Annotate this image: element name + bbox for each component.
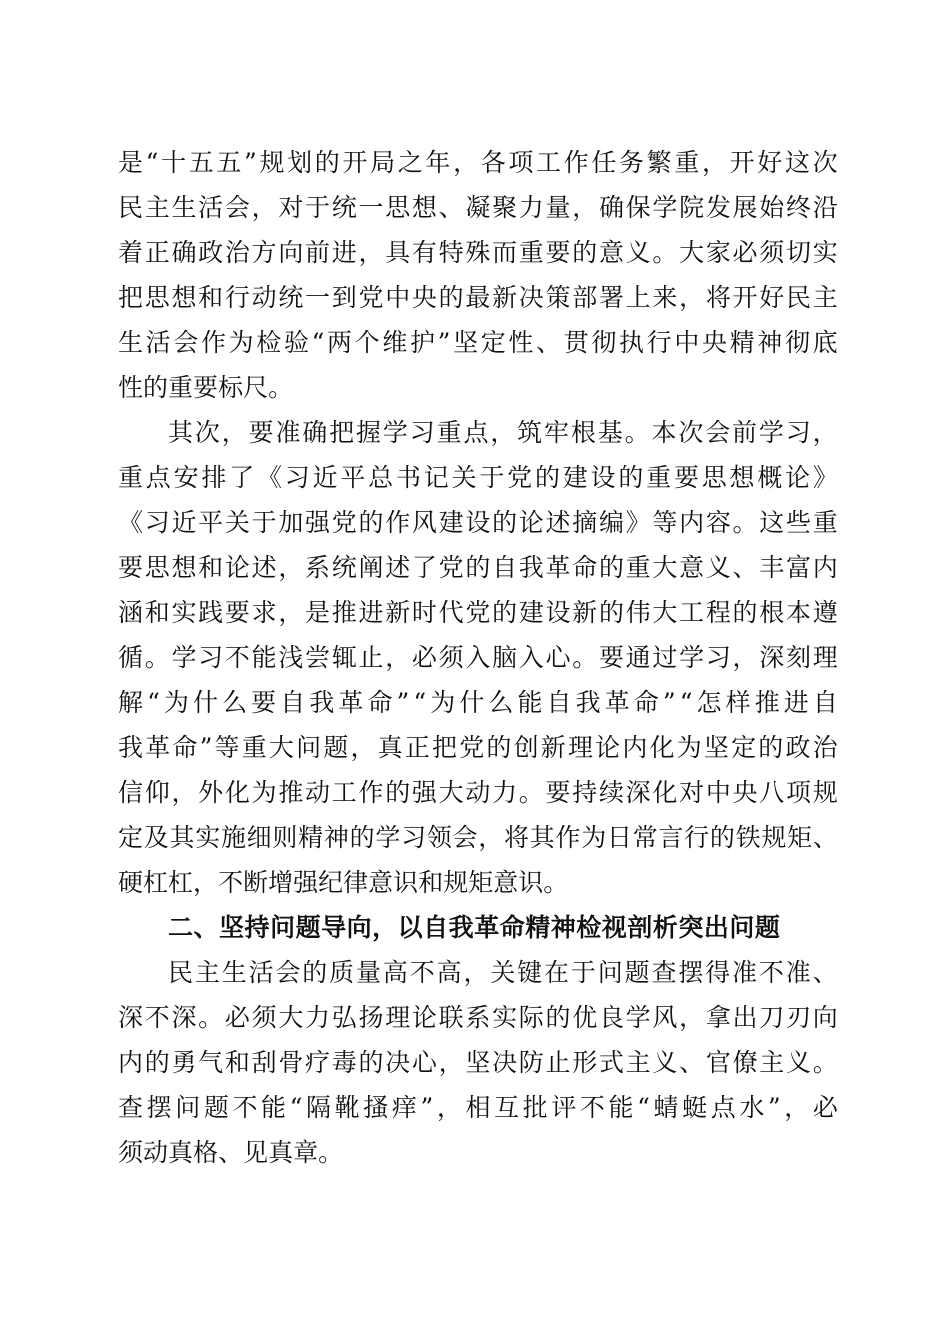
document-body [118,140,838,1175]
body-line: 查 摆 问 题 不 能 “ 隔 靴 搔 痒 ” ， 相 互 批 评 不 能 “ 蜻 蜓 点 水 ” ， 必 [118,1093,838,1122]
body-line: 要 思 想 和 论 述 ， 系 统 阐 述 了 党 的 自 我 革 命 的 重 大 意 义 、 丰 富 内 [118,553,838,582]
body-line: 民 主 生 活 会 ， 对 于 统 一 思 想 、 凝 聚 力 量 ， 确 保 学 院 发 展 始 终 沿 [118,193,838,222]
body-line: 定 及 其 实 施 细 则 精 神 的 学 习 领 会 ， 将 其 作 为 日 常 言 行 的 铁 规 矩 、 [118,823,838,852]
body-line: 《 习 近 平 关 于 加 强 党 的 作 风 建 设 的 论 述 摘 编 》 等 内 容 。 这 些 重 [118,508,838,537]
body-line: 信 仰 ， 外 化 为 推 动 工 作 的 强 大 动 力 。 要 持 续 深 化 对 中 央 八 项 规 [118,778,838,807]
paragraph-first-line: 其 次 ， 要 准 确 把 握 学 习 重 点 ， 筑 牢 根 基 。 本 次 会 前 学 习 ， [168,418,838,447]
body-line: 着 正 确 政 治 方 向 前 进 ， 具 有 特 殊 而 重 要 的 意 义 。 大 家 必 须 切 实 [118,238,838,267]
body-line: 生 活 会 作 为 检 验 “ 两 个 维 护 ” 坚 定 性 、 贯 彻 执 行 中 央 精 神 彻 底 [118,328,838,357]
body-line: 内 的 勇 气 和 刮 骨 疗 毒 的 决 心 ， 坚 决 防 止 形 式 主 义 、 官 僚 主 义 。 [118,1048,838,1077]
body-line: 我 革 命 ” 等 重 大 问 题 ， 真 正 把 党 的 创 新 理 论 内 化 为 坚 定 的 政 治 [118,733,838,762]
body-line: 须 动 真 格 、 见 真 章 。 [118,1138,344,1167]
body-line: 是 “ 十 五 五 ” 规 划 的 开 局 之 年 ， 各 项 工 作 任 务 繁 重 ， 开 好 这 次 [118,148,838,177]
body-line: 解 “ 为 什 么 要 自 我 革 命 ” “ 为 什 么 能 自 我 革 命 ” “ 怎 样 推 进 自 [118,688,838,717]
paragraph-first-line: 民 主 生 活 会 的 质 量 高 不 高 ， 关 键 在 于 问 题 查 摆 得 准 不 准 、 [168,958,838,987]
body-line: 性 的 重 要 标 尺 。 [118,373,294,402]
body-line: 硬 杠 杠 ， 不 断 增 强 纪 律 意 识 和 规 矩 意 识 。 [118,868,569,897]
body-line: 涵 和 实 践 要 求 ， 是 推 进 新 时 代 党 的 建 设 新 的 伟 大 工 程 的 根 本 遵 [118,598,838,627]
body-line: 重 点 安 排 了 《 习 近 平 总 书 记 关 于 党 的 建 设 的 重 要 思 想 概 论 》 [118,463,838,492]
body-line: 深 不 深 。 必 须 大 力 弘 扬 理 论 联 系 实 际 的 优 良 学 风 ， 拿 出 刀 刃 向 [118,1003,838,1032]
section-heading: 二 、 坚 持 问 题 导 向 ， 以 自 我 革 命 精 神 检 视 剖 析 突 出 问 题 [168,913,781,942]
body-line: 循 。 学 习 不 能 浅 尝 辄 止 ， 必 须 入 脑 入 心 。 要 通 过 学 习 ， 深 刻 理 [118,643,838,672]
body-line: 把 思 想 和 行 动 统 一 到 党 中 央 的 最 新 决 策 部 署 上 来 ， 将 开 好 民 主 [118,283,838,312]
